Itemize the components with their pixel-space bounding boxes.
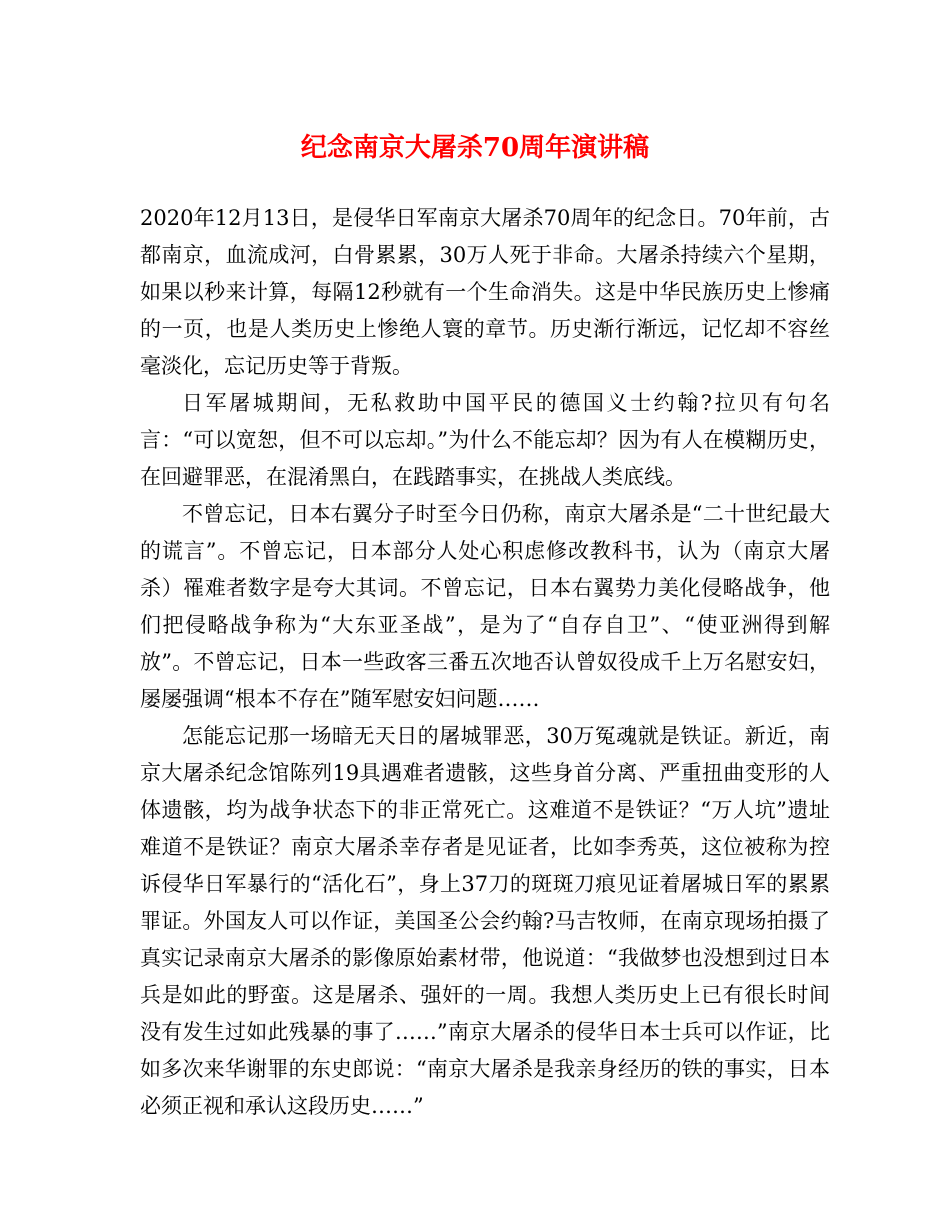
paragraph-4: 怎能忘记那一场暗无天日的屠城罪恶，30万冤魂就是铁证。新近，南京大屠杀纪念馆陈列19具遇难者遗骸，这些身首分离、严重扭曲变形的人体遗骸，均为战争状态下的非正常死亡。这难道不是铁证？“万人坑”遗址难道不是铁证？南京大屠杀幸存者是见证者，比如李秀英，这位被称为控诉侵华日军暴行的“活化石”，身上37刀的斑斑刀痕见证着屠城日军的累累罪证。外国友人可以作证，美国圣公会约翰?马吉牧师，在南京现场拍摄了真实记录南京大屠杀的影像原始素材带，他说道：“我做梦也没想到过日本兵是如此的野蛮。这是屠杀、强奸的一周。我想人类历史上已有很长时间没有发生过如此残暴的事了……”南京大屠杀的侵华日本士兵可以作证，比如多次来华谢罪的东史郎说：“南京大屠杀是我亲身经历的铁的事实，日本必须正视和承认这段历史……” xyxy=(140,724,830,1118)
document-title: 纪念南京大屠杀70周年演讲稿 xyxy=(300,133,650,163)
paragraph-3: 不曾忘记，日本右翼分子时至今日仍称，南京大屠杀是“二十世纪最大的谎言”。不曾忘记，日本部分人处心积虑修改教科书，认为（南京大屠杀）罹难者数字是夸大其词。不曾忘记，日本右翼势力美化侵略战争，他们把侵略战争称为“大东亚圣战”，是为了“自存自卫”、“使亚洲得到解放”。不曾忘记，日本一些政客三番五次地否认曾奴役成千上万名慰安妇，屡屡强调“根本不存在”随军慰安妇问题…… xyxy=(140,502,830,711)
paragraph-2: 日军屠城期间，无私救助中国平民的德国义士约翰?拉贝有句名言：“可以宽恕，但不可以忘却。”为什么不能忘却？因为有人在模糊历史，在回避罪恶，在混淆黑白，在践踏事实，在挑战人类底线。 xyxy=(140,391,830,489)
paragraph-1: 2020年12月13日，是侵华日军南京大屠杀70周年的纪念日。70年前，古都南京，血流成河，白骨累累，30万人死于非命。大屠杀持续六个星期，如果以秒来计算，每隔12秒就有一个生命消失。这是中华民族历史上惨痛的一页，也是人类历史上惨绝人寰的章节。历史渐行渐远，记忆却不容丝毫淡化，忘记历史等于背叛。 xyxy=(140,206,830,378)
document-body xyxy=(140,200,830,1125)
